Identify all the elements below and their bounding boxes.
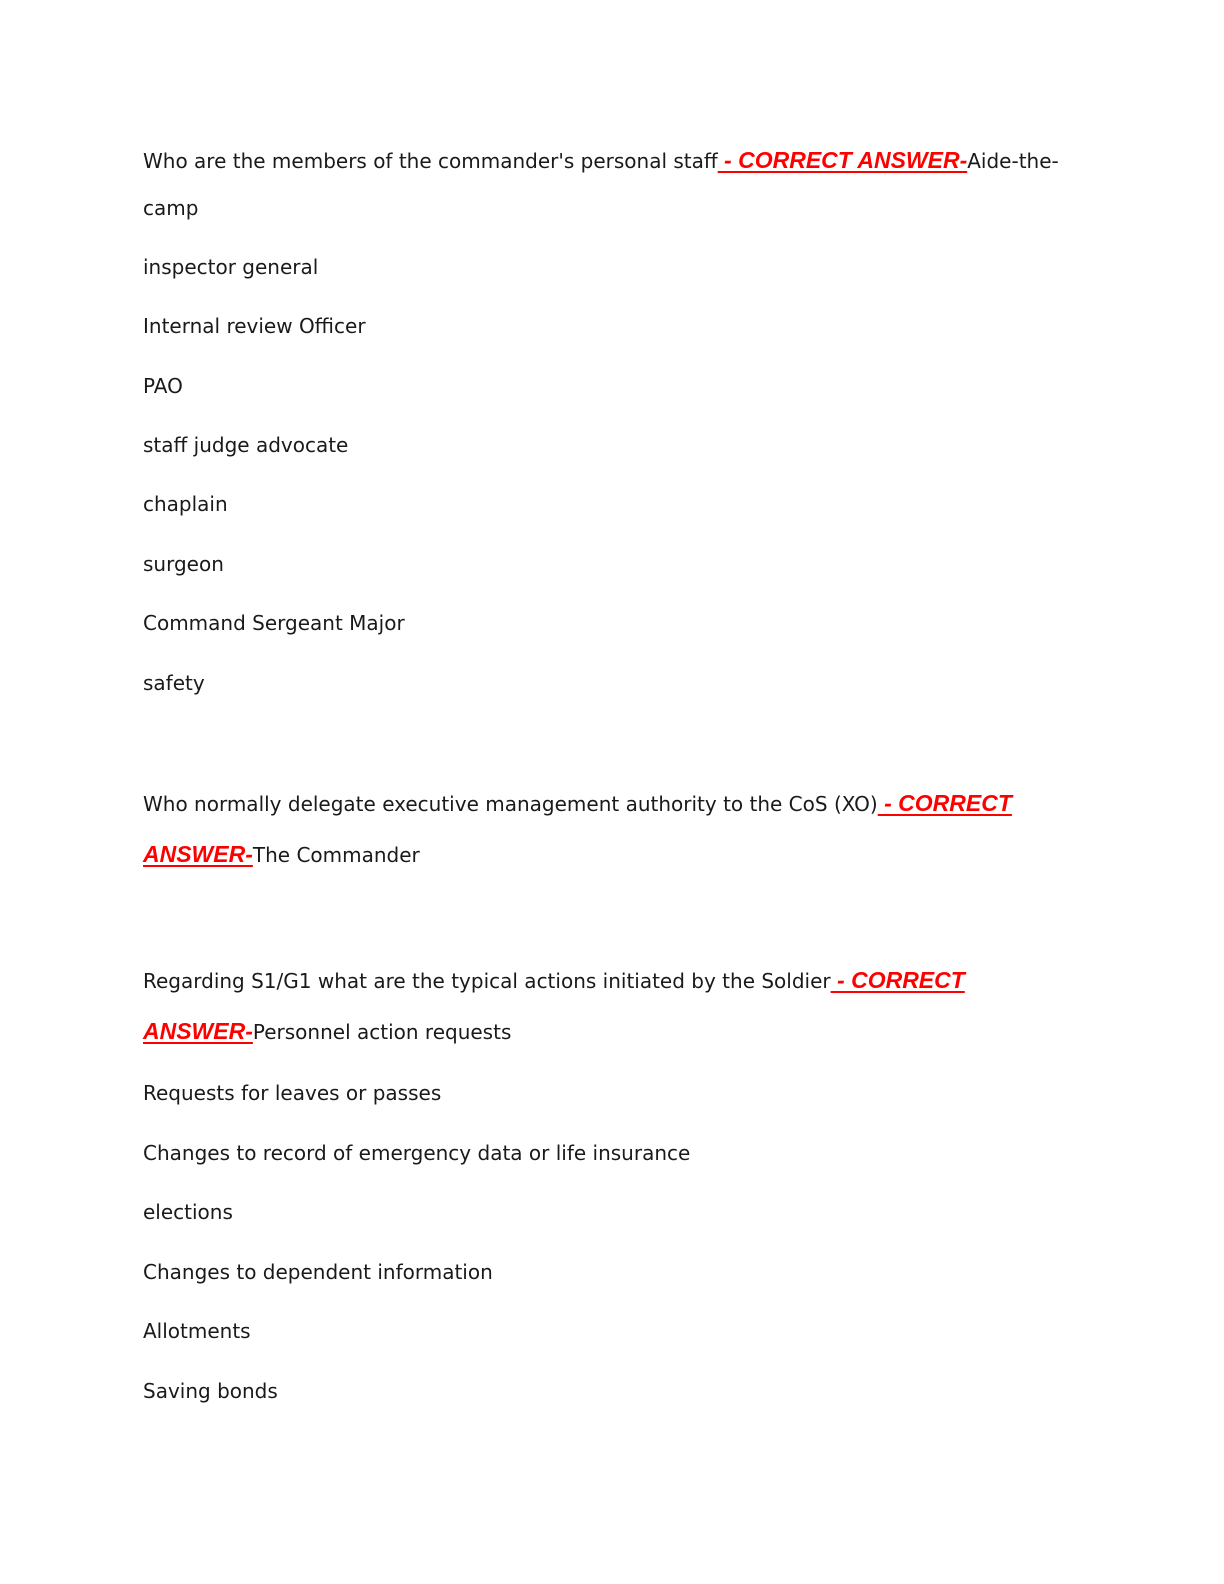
list-item: Saving bonds — [143, 1379, 278, 1403]
list-item: Changes to record of emergency data or life insurance — [143, 1141, 691, 1165]
question-line — [143, 967, 965, 994]
question-line — [143, 790, 1012, 817]
list-item: surgeon — [143, 552, 224, 576]
correct-answer-tag: - CORRECT ANSWER- — [717, 147, 968, 173]
list-item: Changes to dependent information — [143, 1260, 493, 1284]
list-item: inspector general — [143, 255, 319, 279]
correct-answer-tag: - CORRECT — [877, 790, 1012, 816]
list-item: Command Sergeant Major — [143, 611, 405, 635]
question-line — [143, 147, 1059, 174]
answer-line — [143, 841, 420, 868]
correct-answer-tag: - CORRECT — [830, 967, 965, 993]
list-item: Requests for leaves or passes — [143, 1081, 442, 1105]
list-item: chaplain — [143, 492, 228, 516]
list-item: staff judge advocate — [143, 433, 349, 457]
answer-text: Aide-the- — [967, 149, 1059, 173]
answer-text: Personnel action requests — [252, 1020, 512, 1044]
correct-answer-tag: ANSWER- — [143, 1018, 253, 1044]
list-item: PAO — [143, 374, 183, 398]
list-item: Allotments — [143, 1319, 251, 1343]
list-item: safety — [143, 671, 205, 695]
question-text: Who are the members of the commander's personal staff — [143, 149, 718, 173]
answer-line — [143, 1018, 511, 1045]
list-item: elections — [143, 1200, 233, 1224]
question-text: Who normally delegate executive management authority to the CoS (XO) — [143, 792, 878, 816]
answer-continuation: camp — [143, 196, 199, 220]
list-item: Internal review Officer — [143, 314, 366, 338]
answer-text: The Commander — [252, 843, 420, 867]
question-text: Regarding S1/G1 what are the typical actions initiated by the Soldier — [143, 969, 831, 993]
correct-answer-tag: ANSWER- — [143, 841, 253, 867]
